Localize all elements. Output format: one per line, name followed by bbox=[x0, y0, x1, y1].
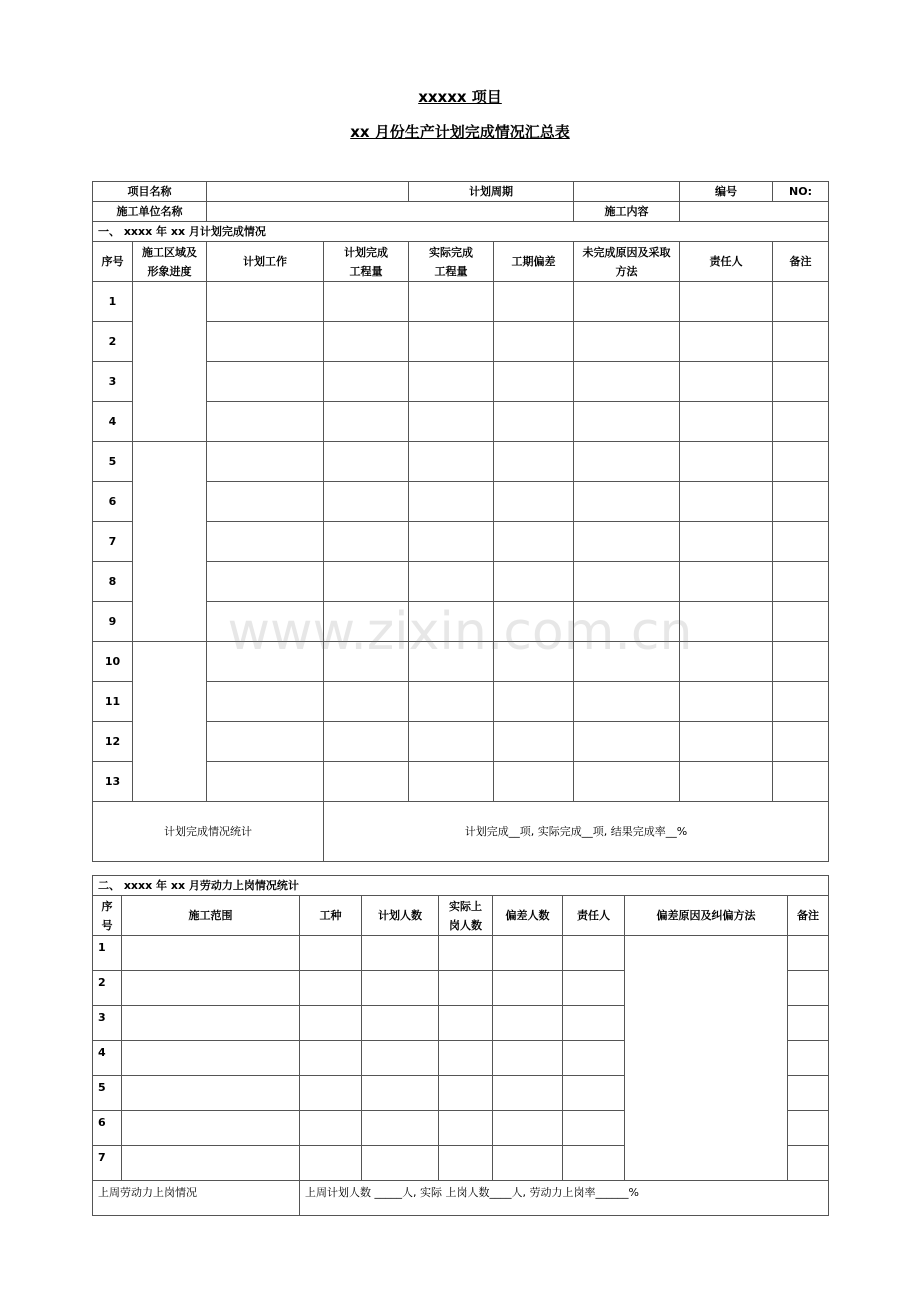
cell[interactable] bbox=[409, 282, 494, 322]
row-number: 2 bbox=[93, 322, 133, 362]
cell[interactable] bbox=[563, 1041, 625, 1076]
cell[interactable] bbox=[362, 936, 439, 971]
cell[interactable] bbox=[409, 722, 494, 762]
cell[interactable] bbox=[494, 762, 574, 802]
area-cell[interactable] bbox=[133, 282, 207, 442]
cell[interactable] bbox=[494, 482, 574, 522]
row-number: 7 bbox=[93, 1146, 122, 1181]
cell[interactable] bbox=[494, 722, 574, 762]
col-remarks: 备注 bbox=[773, 242, 829, 282]
summary-label: 上周劳动力上岗情况 bbox=[93, 1181, 300, 1216]
cell[interactable] bbox=[494, 322, 574, 362]
row-number: 3 bbox=[93, 362, 133, 402]
col-trade: 工种 bbox=[300, 896, 362, 936]
cell[interactable] bbox=[362, 1006, 439, 1041]
cell[interactable] bbox=[122, 1076, 300, 1111]
row-number: 5 bbox=[93, 1076, 122, 1111]
cell[interactable] bbox=[563, 1006, 625, 1041]
cell[interactable] bbox=[773, 282, 829, 322]
col-seq: 序号 bbox=[93, 242, 133, 282]
cell[interactable] bbox=[122, 971, 300, 1006]
col-reason: 未完成原因及采取 方法 bbox=[574, 242, 680, 282]
row-number: 1 bbox=[93, 282, 133, 322]
content-label: 施工内容 bbox=[574, 202, 680, 222]
cell[interactable] bbox=[680, 322, 773, 362]
plan-period-label: 计划周期 bbox=[409, 182, 574, 202]
cell[interactable] bbox=[494, 442, 574, 482]
cell[interactable] bbox=[788, 1006, 829, 1041]
cell[interactable] bbox=[324, 402, 409, 442]
cell[interactable] bbox=[680, 282, 773, 322]
cell[interactable] bbox=[439, 1076, 493, 1111]
cell[interactable] bbox=[788, 1041, 829, 1076]
cell[interactable] bbox=[300, 1146, 362, 1181]
cell[interactable] bbox=[324, 282, 409, 322]
cell[interactable] bbox=[324, 482, 409, 522]
cell[interactable] bbox=[409, 562, 494, 602]
unit-name-value[interactable] bbox=[207, 202, 574, 222]
cell[interactable] bbox=[300, 1006, 362, 1041]
cell[interactable] bbox=[122, 1111, 300, 1146]
cell[interactable] bbox=[563, 1076, 625, 1111]
cell[interactable] bbox=[324, 602, 409, 642]
cell[interactable] bbox=[409, 362, 494, 402]
cell[interactable] bbox=[494, 562, 574, 602]
row-number: 8 bbox=[93, 562, 133, 602]
cell[interactable] bbox=[300, 936, 362, 971]
cell[interactable] bbox=[788, 1146, 829, 1181]
cell[interactable] bbox=[324, 362, 409, 402]
cell[interactable] bbox=[494, 522, 574, 562]
col-reason: 偏差原因及纠偏方法 bbox=[625, 896, 788, 936]
cell[interactable] bbox=[574, 762, 680, 802]
cell[interactable] bbox=[207, 362, 324, 402]
cell[interactable] bbox=[207, 762, 324, 802]
labor-table bbox=[92, 875, 829, 1216]
cell[interactable] bbox=[574, 522, 680, 562]
cell[interactable] bbox=[563, 936, 625, 971]
plan-period-value[interactable] bbox=[574, 182, 680, 202]
cell[interactable] bbox=[773, 402, 829, 442]
section-one-title: 一、 xxxx 年 xx 月计划完成情况 bbox=[93, 222, 829, 242]
cell[interactable] bbox=[574, 682, 680, 722]
row-number: 2 bbox=[93, 971, 122, 1006]
cell[interactable] bbox=[574, 322, 680, 362]
col-planned: 计划人数 bbox=[362, 896, 439, 936]
col-actual: 实际完成 工程量 bbox=[409, 242, 494, 282]
reason-cell[interactable] bbox=[625, 936, 788, 1181]
cell[interactable] bbox=[773, 522, 829, 562]
cell[interactable] bbox=[122, 1146, 300, 1181]
cell[interactable] bbox=[680, 522, 773, 562]
no-label: NO: bbox=[773, 182, 829, 202]
cell[interactable] bbox=[324, 562, 409, 602]
col-scope: 施工范围 bbox=[122, 896, 300, 936]
cell[interactable] bbox=[680, 562, 773, 602]
cell[interactable] bbox=[439, 1041, 493, 1076]
cell[interactable] bbox=[680, 482, 773, 522]
cell[interactable] bbox=[207, 402, 324, 442]
cell[interactable] bbox=[324, 682, 409, 722]
section-two-title: 二、 xxxx 年 xx 月劳动力上岗情况统计 bbox=[93, 876, 829, 896]
cell[interactable] bbox=[439, 936, 493, 971]
cell[interactable] bbox=[300, 1111, 362, 1146]
table-row bbox=[93, 282, 829, 322]
cell[interactable] bbox=[494, 402, 574, 442]
cell[interactable] bbox=[122, 1041, 300, 1076]
col-area: 施工区域及 形象进度 bbox=[133, 242, 207, 282]
project-title: xxxxx 项目 bbox=[418, 88, 502, 106]
row-number: 10 bbox=[93, 642, 133, 682]
cell[interactable] bbox=[122, 936, 300, 971]
row-number: 12 bbox=[93, 722, 133, 762]
cell[interactable] bbox=[773, 322, 829, 362]
cell[interactable] bbox=[773, 562, 829, 602]
area-cell[interactable] bbox=[133, 642, 207, 802]
cell[interactable] bbox=[409, 482, 494, 522]
cell[interactable] bbox=[788, 971, 829, 1006]
cell[interactable] bbox=[493, 1006, 563, 1041]
unit-name-label: 施工单位名称 bbox=[93, 202, 207, 222]
cell[interactable] bbox=[563, 1111, 625, 1146]
cell[interactable] bbox=[773, 602, 829, 642]
cell[interactable] bbox=[324, 762, 409, 802]
cell[interactable] bbox=[324, 722, 409, 762]
cell[interactable] bbox=[773, 482, 829, 522]
cell[interactable] bbox=[207, 522, 324, 562]
cell[interactable] bbox=[324, 442, 409, 482]
cell[interactable] bbox=[409, 522, 494, 562]
serial-label: 编号 bbox=[680, 182, 773, 202]
project-name-label: 项目名称 bbox=[93, 182, 207, 202]
cell[interactable] bbox=[574, 602, 680, 642]
cell[interactable] bbox=[773, 762, 829, 802]
table-row bbox=[93, 642, 829, 682]
cell[interactable] bbox=[574, 642, 680, 682]
cell[interactable] bbox=[574, 562, 680, 602]
row-number: 5 bbox=[93, 442, 133, 482]
cell[interactable] bbox=[680, 442, 773, 482]
cell[interactable] bbox=[574, 482, 680, 522]
cell[interactable] bbox=[494, 602, 574, 642]
cell[interactable] bbox=[207, 682, 324, 722]
cell[interactable] bbox=[773, 442, 829, 482]
cell[interactable] bbox=[122, 1006, 300, 1041]
col-deviation: 偏差人数 bbox=[493, 896, 563, 936]
cell[interactable] bbox=[493, 1111, 563, 1146]
cell[interactable] bbox=[680, 762, 773, 802]
cell[interactable] bbox=[439, 1146, 493, 1181]
cell[interactable] bbox=[680, 402, 773, 442]
cell[interactable] bbox=[409, 602, 494, 642]
cell[interactable] bbox=[300, 1076, 362, 1111]
cell[interactable] bbox=[574, 282, 680, 322]
cell[interactable] bbox=[362, 971, 439, 1006]
row-number: 7 bbox=[93, 522, 133, 562]
cell[interactable] bbox=[680, 642, 773, 682]
cell[interactable] bbox=[493, 971, 563, 1006]
row-number: 6 bbox=[93, 1111, 122, 1146]
cell[interactable] bbox=[207, 322, 324, 362]
row-number: 1 bbox=[93, 936, 122, 971]
cell[interactable] bbox=[494, 682, 574, 722]
col-actual: 实际上 岗人数 bbox=[439, 896, 493, 936]
cell[interactable] bbox=[493, 1146, 563, 1181]
cell[interactable] bbox=[324, 522, 409, 562]
cell[interactable] bbox=[773, 642, 829, 682]
stats-text: 计划完成__项, 实际完成__项, 结果完成率__% bbox=[324, 802, 829, 862]
cell[interactable] bbox=[207, 482, 324, 522]
row-number: 9 bbox=[93, 602, 133, 642]
cell[interactable] bbox=[574, 722, 680, 762]
cell[interactable] bbox=[494, 642, 574, 682]
cell[interactable] bbox=[207, 722, 324, 762]
cell[interactable] bbox=[207, 562, 324, 602]
cell[interactable] bbox=[493, 936, 563, 971]
row-number: 4 bbox=[93, 1041, 122, 1076]
table-row bbox=[93, 442, 829, 482]
cell[interactable] bbox=[362, 1076, 439, 1111]
cell[interactable] bbox=[773, 682, 829, 722]
cell[interactable] bbox=[207, 602, 324, 642]
cell[interactable] bbox=[300, 1041, 362, 1076]
cell[interactable] bbox=[362, 1146, 439, 1181]
stats-label: 计划完成情况统计 bbox=[93, 802, 324, 862]
cell[interactable] bbox=[300, 971, 362, 1006]
plan-completion-table bbox=[92, 181, 829, 862]
cell[interactable] bbox=[788, 1111, 829, 1146]
cell[interactable] bbox=[574, 442, 680, 482]
cell[interactable] bbox=[362, 1111, 439, 1146]
cell[interactable] bbox=[788, 1076, 829, 1111]
report-title: xx 月份生产计划完成情况汇总表 bbox=[350, 123, 570, 141]
cell[interactable] bbox=[773, 722, 829, 762]
row-number: 11 bbox=[93, 682, 133, 722]
cell[interactable] bbox=[409, 442, 494, 482]
row-number: 4 bbox=[93, 402, 133, 442]
cell[interactable] bbox=[680, 722, 773, 762]
cell[interactable] bbox=[574, 402, 680, 442]
cell[interactable] bbox=[439, 971, 493, 1006]
col-planned: 计划完成 工程量 bbox=[324, 242, 409, 282]
col-remarks: 备注 bbox=[788, 896, 829, 936]
summary-text: 上周计划人数 _____人, 实际 上岗人数____人, 劳动力上岗率______% bbox=[300, 1181, 829, 1216]
project-name-value[interactable] bbox=[207, 182, 409, 202]
cell[interactable] bbox=[680, 362, 773, 402]
content-value[interactable] bbox=[680, 202, 829, 222]
cell[interactable] bbox=[362, 1041, 439, 1076]
cell[interactable] bbox=[574, 362, 680, 402]
row-number: 6 bbox=[93, 482, 133, 522]
cell[interactable] bbox=[409, 322, 494, 362]
cell[interactable] bbox=[207, 442, 324, 482]
table-row bbox=[93, 936, 829, 971]
cell[interactable] bbox=[494, 362, 574, 402]
cell[interactable] bbox=[324, 642, 409, 682]
cell[interactable] bbox=[494, 282, 574, 322]
cell[interactable] bbox=[207, 282, 324, 322]
cell[interactable] bbox=[493, 1041, 563, 1076]
cell[interactable] bbox=[773, 362, 829, 402]
cell[interactable] bbox=[409, 762, 494, 802]
cell[interactable] bbox=[409, 642, 494, 682]
cell[interactable] bbox=[409, 402, 494, 442]
col-deviation: 工期偏差 bbox=[494, 242, 574, 282]
row-number: 13 bbox=[93, 762, 133, 802]
cell[interactable] bbox=[680, 602, 773, 642]
cell[interactable] bbox=[439, 1111, 493, 1146]
cell[interactable] bbox=[324, 322, 409, 362]
row-number: 3 bbox=[93, 1006, 122, 1041]
cell[interactable] bbox=[563, 971, 625, 1006]
col-responsible: 责任人 bbox=[680, 242, 773, 282]
cell[interactable] bbox=[439, 1006, 493, 1041]
col-plan-work: 计划工作 bbox=[207, 242, 324, 282]
watermark: www.zixin.com.cn bbox=[227, 602, 693, 662]
col-seq: 序 号 bbox=[93, 896, 122, 936]
cell[interactable] bbox=[563, 1146, 625, 1181]
cell[interactable] bbox=[207, 642, 324, 682]
area-cell[interactable] bbox=[133, 442, 207, 642]
cell[interactable] bbox=[680, 682, 773, 722]
col-responsible: 责任人 bbox=[563, 896, 625, 936]
cell[interactable] bbox=[493, 1076, 563, 1111]
cell[interactable] bbox=[788, 936, 829, 971]
cell[interactable] bbox=[409, 682, 494, 722]
